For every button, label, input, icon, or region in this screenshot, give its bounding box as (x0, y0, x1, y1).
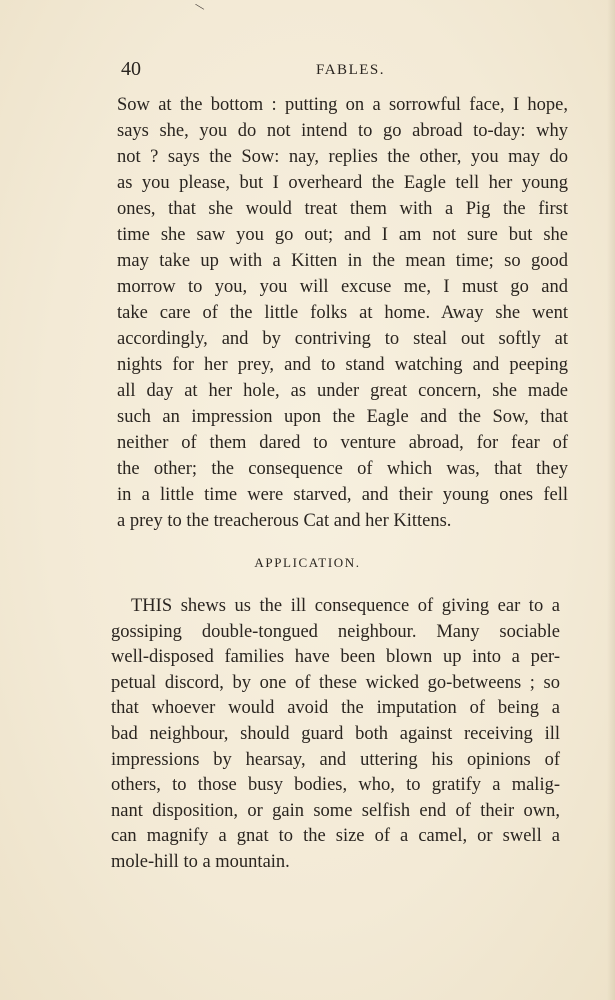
text-line: all day at her hole, as under great concern, she made (117, 381, 568, 401)
application-text (111, 594, 560, 876)
text-line: ones, that she would treat them with a Pig the first (117, 199, 568, 219)
text-line: may take up with a Kitten in the mean time; so good (117, 251, 568, 271)
text-line: says she, you do not intend to go abroad to-day: why (117, 121, 568, 141)
text-line: mole-hill to a mountain. (111, 851, 290, 872)
text-line: well-disposed families have been blown up into a per- (111, 647, 560, 668)
text-line: time she saw you go out; and I am not sure but she (117, 225, 568, 245)
text-line: take care of the little folks at home. Away she went (117, 303, 568, 323)
text-line: nights for her prey, and to stand watching and peeping (117, 355, 568, 375)
text-line: others, to those busy bodies, who, to gratify a malig- (111, 775, 560, 796)
text-line: a prey to the treacherous Cat and her Kittens. (117, 511, 452, 531)
text-line: neither of them dared to venture abroad, for fear of (117, 433, 568, 453)
text-line: nant disposition, or gain some selfish end of their own, (111, 800, 560, 821)
text-line: in a little time were starved, and their young ones fell (117, 485, 568, 505)
fable-text (117, 92, 568, 534)
application-heading: APPLICATION. (254, 555, 361, 570)
text-line: impressions by hearsay, and uttering his opinions of (111, 749, 560, 770)
text-line: the other; the consequence of which was, that they (117, 459, 568, 479)
ink-mark: \ (194, 0, 207, 15)
text-line: not ? says the Sow: nay, replies the other, you may do (117, 147, 568, 167)
text-line: bad neighbour, should guard both against receiving ill (111, 723, 560, 744)
text-line: petual discord, by one of these wicked go-betweens ; so (111, 672, 560, 693)
page-header (121, 58, 571, 86)
text-line: THIS shews us the ill consequence of giving ear to a (131, 596, 560, 616)
text-line: Sow at the bottom : putting on a sorrowful face, I hope, (117, 95, 568, 115)
running-title: FABLES. (316, 62, 385, 78)
page-number: 40 (121, 58, 141, 80)
text-line: morrow to you, you will excuse me, I must go and (117, 277, 568, 297)
text-line: such an impression upon the Eagle and the Sow, that (117, 407, 568, 427)
text-line: as you please, but I overheard the Eagle tell her young (117, 173, 568, 193)
text-line: gossiping double-tongued neighbour. Many sociable (111, 621, 560, 642)
text-line: accordingly, and by contriving to steal out softly at (117, 329, 568, 349)
text-line: can magnify a gnat to the size of a camel, or swell a (111, 826, 560, 847)
text-line: that whoever would avoid the imputation of being a (111, 698, 560, 719)
page-edge-shadow (607, 0, 615, 1000)
